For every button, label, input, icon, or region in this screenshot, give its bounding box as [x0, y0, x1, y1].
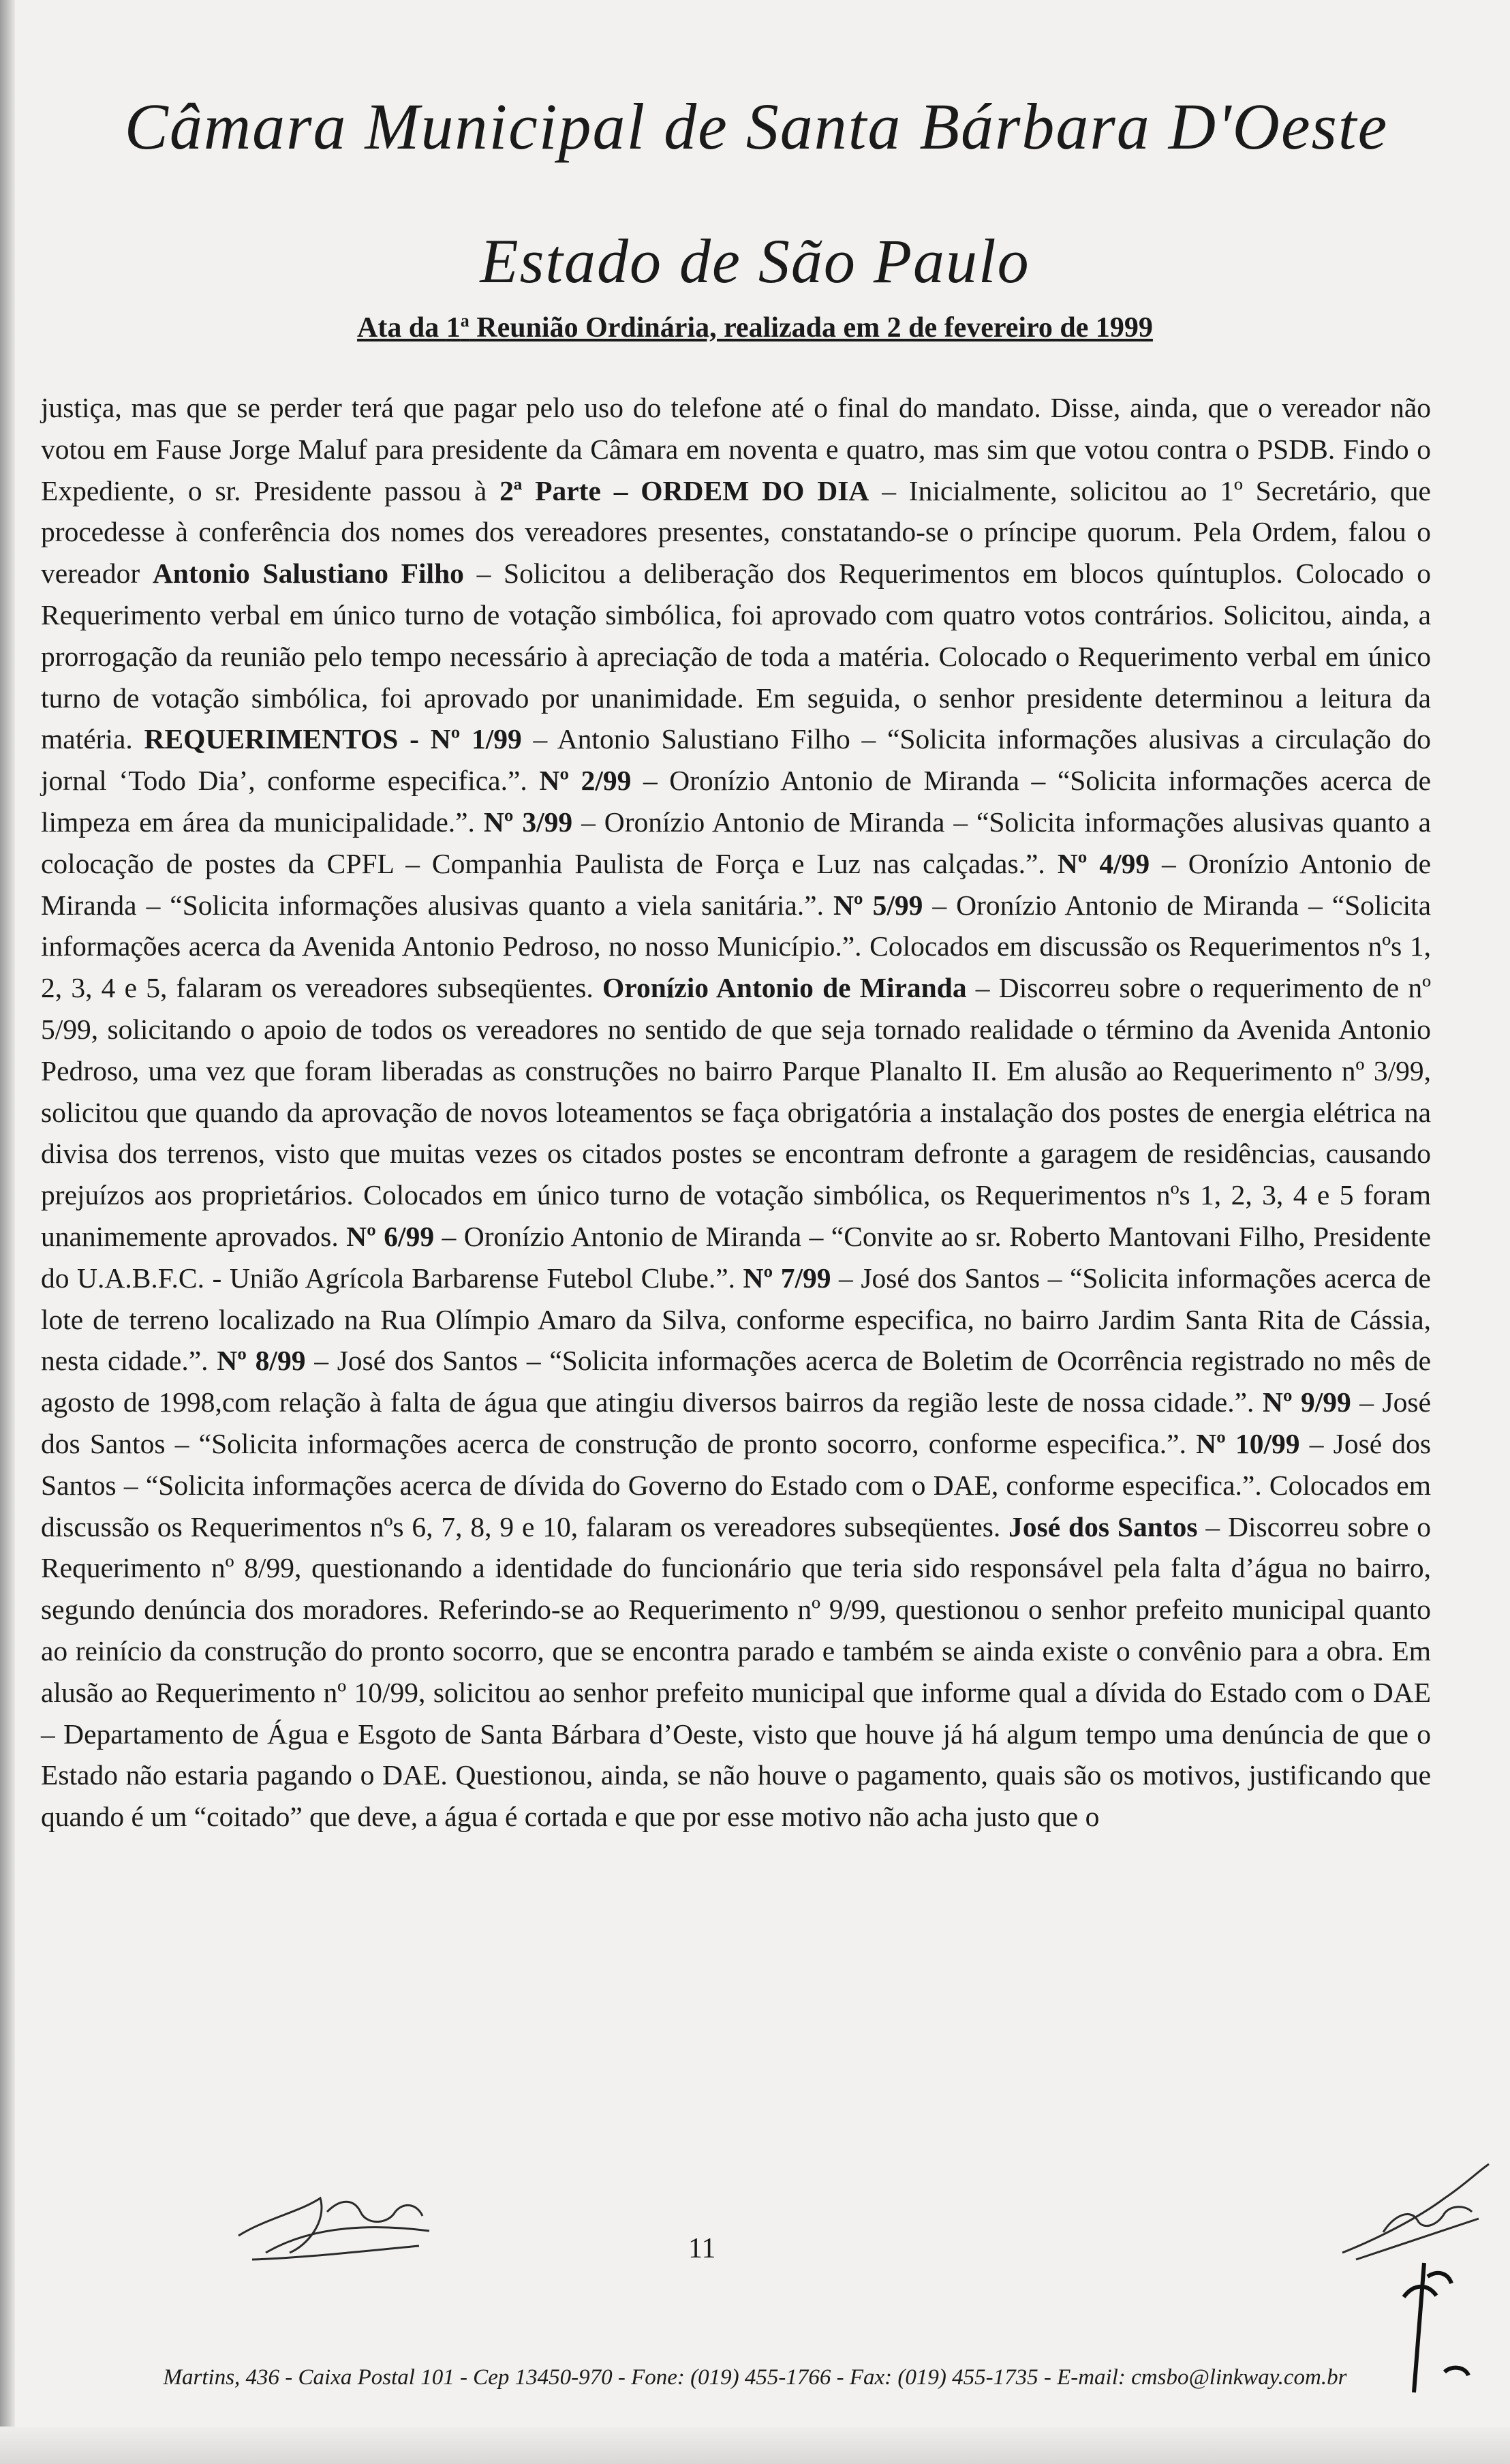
minutes-body	[41, 387, 1431, 1838]
body-bold-run: Oronízio Antonio de Miranda	[602, 972, 967, 1004]
body-text-run: – Inicialmente, solicitou ao 1º Secretário, que procedesse à conferência dos nomes dos vereadores presentes, constatando-se o príncipe quorum. Pela Ordem, falou o vereador	[41, 474, 1431, 590]
body-bold-run: Nº 5/99	[833, 889, 923, 921]
body-bold-run: Nº 7/99	[743, 1262, 831, 1294]
page-number: 11	[688, 2233, 716, 2264]
body-bold-run: Antonio Salustiano Filho	[152, 558, 464, 590]
signature-corner	[1356, 2256, 1492, 2420]
signature-right	[1336, 2157, 1492, 2266]
body-text-run: – Oronízio Antonio de Miranda – “Solicita informações alusivas quanto a viela sanitária.”.	[41, 847, 1431, 921]
body-text-run: – José dos Santos – “Solicita informações acerca de Boletim de Ocorrência registrado no mês de agosto de 1998,com relação à falta de água que atingiu diversos bairros da região leste de nossa cidade.”.	[41, 1345, 1431, 1418]
body-bold-run: Nº 6/99	[346, 1220, 435, 1252]
body-text-run: – José dos Santos – “Solicita informações acerca de lote de terreno localizado na Rua Olímpio Amaro da Silva, conforme especifica, no bairro Jardim Santa Rita de Cássia, nesta cidade.”.	[41, 1262, 1431, 1377]
body-text-run: – Antonio Salustiano Filho – “Solicita informações alusivas a circulação do jornal ‘Todo Dia’, conforme especifica.”.	[41, 723, 1431, 797]
body-bold-run: Nº 9/99	[1262, 1386, 1351, 1418]
body-text-run: – José dos Santos – “Solicita informações acerca de dívida do Governo do Estado com o DAE, conforme especifica.”. Colocados em discussão os Requerimentos nºs 6, 7, 8, 9 e 10, falaram os vereadores subseqüentes.	[41, 1427, 1431, 1542]
scan-edge-left	[0, 0, 15, 2464]
minutes-title	[0, 311, 1510, 344]
body-bold-run: Nº 10/99	[1196, 1427, 1300, 1459]
body-text-run: – Oronízio Antonio de Miranda – “Solicita informações acerca da Avenida Antonio Pedroso, no nosso Município.”. Colocados em discussão os Requerimentos nºs 1, 2, 3, 4 e 5, falaram os vereadores subseqüentes.	[41, 889, 1431, 1004]
signature-left	[225, 2171, 443, 2273]
body-bold-run: Nº 3/99	[483, 806, 573, 838]
body-text-run: – Oronízio Antonio de Miranda – “Convite ao sr. Roberto Mantovani Filho, Presidente do U.A.B.F.C. - União Agrícola Barbarense Futebol Clube.”.	[41, 1220, 1432, 1294]
letterhead-state: Estado de São Paulo	[480, 226, 1030, 296]
scan-edge-bottom	[0, 2427, 1510, 2464]
title-ordinal: 1	[446, 312, 461, 344]
body-text-run: – Solicitou a deliberação dos Requerimentos em blocos quíntuplos. Colocado o Requerimento verbal em único turno de votação simbólica, foi aprovado com quatro votos contrários. Solicitou, ainda, a prorrogação da reunião pelo tempo necessário à apreciação de toda a matéria. Colocado o Requerimento verbal em único turno de votação simbólica, foi aprovado por unanimidade. Em seguida, o senhor presidente determinou a leitura da matéria.	[41, 558, 1431, 755]
body-bold-run: Nº 2/99	[539, 765, 632, 797]
body-text-run: – Discorreu sobre o requerimento de nº 5/99, solicitando o apoio de todos os vereadores no sentido de que seja tornado realidade o término da Avenida Antonio Pedroso, uma vez que foram liberadas as construções no bairro Parque Planalto II. Em alusão ao Requerimento nº 3/99, solicitou que quando da aprovação de novos loteamentos se faça obrigatória a instalação dos postes de energia elétrica na divisa dos terrenos, visto que muitas vezes os citados postes se encontram defronte a garagem de residências, causando prejuízos aos proprietários. Colocados em único turno de votação simbólica, os Requerimentos nºs 1, 2, 3, 4 e 5 foram unanimemente aprovados.	[41, 972, 1431, 1252]
body-bold-run: Nº 4/99	[1057, 847, 1150, 879]
body-bold-run: 2ª Parte – ORDEM DO DIA	[499, 474, 869, 506]
body-bold-run: José dos Santos	[1008, 1510, 1198, 1542]
body-text-run: – Oronízio Antonio de Miranda – “Solicita informações alusivas quanto a colocação de postes da CPFL – Companhia Paulista de Força e Luz nas calçadas.”.	[41, 806, 1432, 879]
body-text-run: – José dos Santos – “Solicita informações acerca de construção de pronto socorro, conforme especifica.”.	[41, 1386, 1431, 1459]
title-prefix: Ata da	[357, 312, 446, 344]
body-bold-run: REQUERIMENTOS - Nº 1/99	[144, 723, 522, 755]
body-text-run: – Oronízio Antonio de Miranda – “Solicita informações acerca de limpeza em área da municipalidade.”.	[41, 765, 1431, 838]
title-ordinal-sup: a	[460, 311, 469, 331]
letterhead-institution: Câmara Municipal de Santa Bárbara D'Oeste	[124, 90, 1389, 163]
body-text-run: – Discorreu sobre o Requerimento nº 8/99, questionando a identidade do funcionário que teria sido responsável pela falta d’água no bairro, segundo denúncia dos moradores. Referindo-se ao Requerimento nº 9/99, questionou o senhor prefeito municipal quanto ao reinício da construção do pronto socorro, que se encontra parado e também se ainda existe o convênio para a obra. Em alusão ao Requerimento nº 10/99, solicitou ao senhor prefeito municipal que informe qual a dívida do Estado com o DAE – Departamento de Água e Esgoto de Santa Bárbara d’Oeste, visto que houve já há algum tempo uma denúncia de que o Estado não estaria pagando o DAE. Questionou, ainda, se não houve o pagamento, quais são os motivos, justificando que quando é um “coitado” que deve, a água é cortada e que por esse motivo não acha justo que o	[41, 1510, 1431, 1833]
title-suffix: Reunião Ordinária, realizada em 2 de fevereiro de 1999	[469, 312, 1153, 344]
body-text-run: justiça, mas que se perder terá que pagar pelo uso do telefone até o final do mandato. Disse, ainda, que o vereador não votou em Fause Jorge Maluf para presidente da Câmara em noventa e quatro, mas sim que votou contra o PSDB. Findo o Expediente, o sr. Presidente passou à	[41, 392, 1431, 506]
footer-address: Martins, 436 - Caixa Postal 101 - Cep 13450-970 - Fone: (019) 455-1766 - Fax: (019) 455-1735 - E-mail: cmsbo@linkway.com.br	[163, 2365, 1347, 2390]
body-bold-run: Nº 8/99	[217, 1345, 306, 1377]
